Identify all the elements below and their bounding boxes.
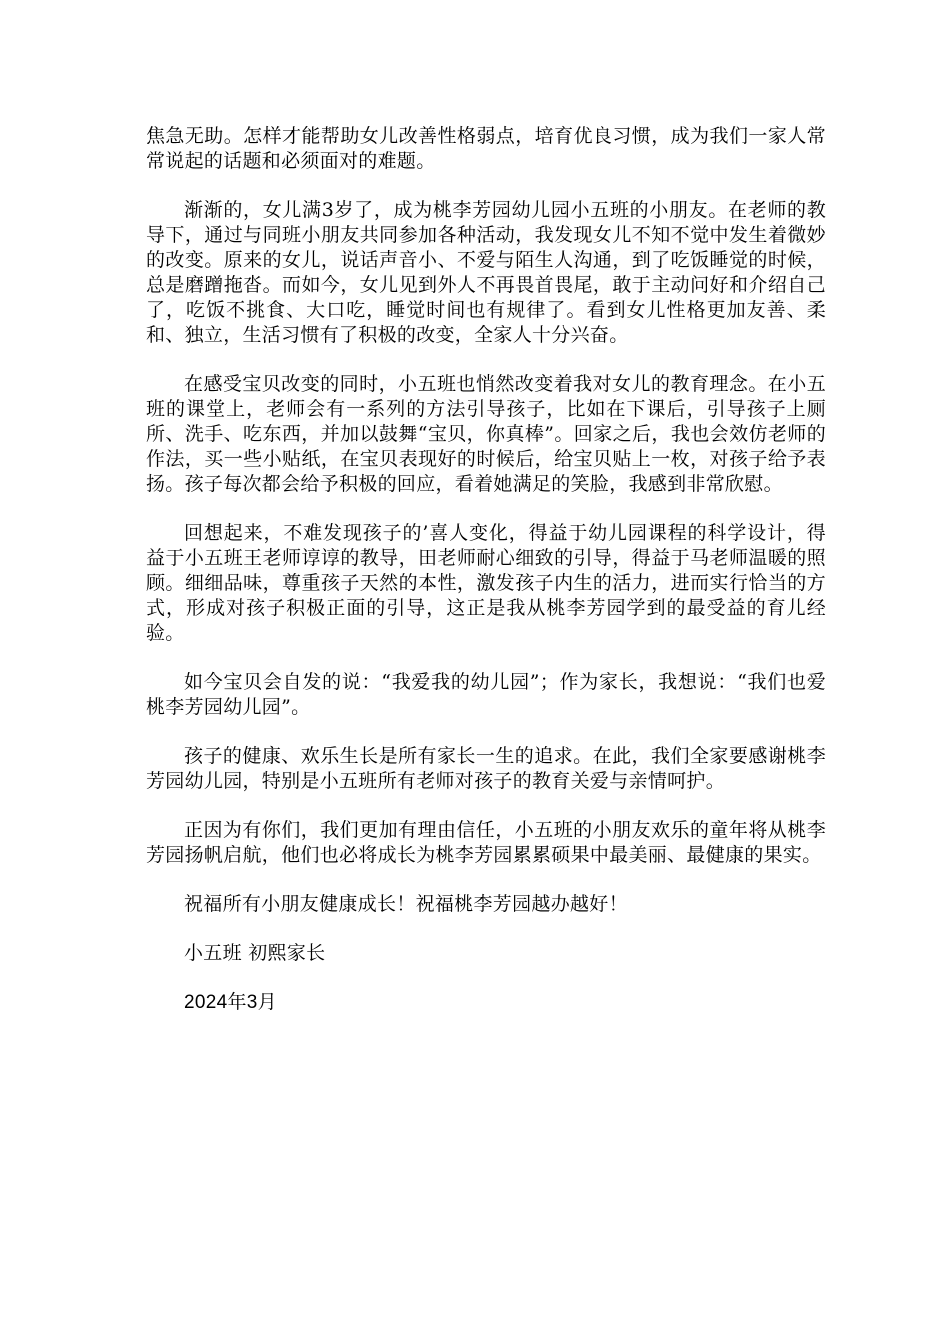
paragraph-3: 在感受宝贝改变的同时，小五班也悄然改变着我对女儿的教育理念。在小五班的课堂上，老师会有一系列的方法引导孩子，比如在下课后，引导孩子上厕所、洗手、吃东西，并加以鼓舞“宝贝，你真棒”。回家之后，我也会效仿老师的作法，买一些小贴纸，在宝贝表现好的时候后，给宝贝贴上一枚，对孩子给予表扬。孩子每次都会给予积极的回应，看着她满足的笑脸，我感到非常欣慰。 bbox=[146, 373, 826, 495]
signature-line: 小五班 初熙家长 bbox=[184, 942, 326, 964]
paragraph-7: 正因为有你们，我们更加有理由信任，小五班的小朋友欢乐的童年将从桃李芳园扬帆启航，他们也必将成长为桃李芳园累累硕果中最美丽、最健康的果实。 bbox=[146, 819, 826, 866]
paragraph-1: 焦急无助。怎样才能帮助女儿改善性格弱点，培育优良习惯，成为我们一家人常常说起的话题和必须面对的难题。 bbox=[146, 125, 826, 172]
blessing-line: 祝福所有小朋友健康成长！祝福桃李芳园越办越好！ bbox=[184, 893, 628, 915]
paragraph-2: 渐渐的，女儿满3岁了，成为桃李芳园幼儿园小五班的小朋友。在老师的教导下，通过与同班小朋友共同参加各种活动，我发现女儿不知不觉中发生着微妙的改变。原来的女儿，说话声音小、不爱与陌生人沟通，到了吃饭睡觉的时候，总是磨蹭拖沓。而如今，女儿见到外人不再畏首畏尾，敢于主动问好和介绍自己了，吃饭不挑食、大口吃，睡觉时间也有规律了。看到女儿性格更加友善、柔和、独立，生活习惯有了积极的改变，全家人十分兴奋。 bbox=[146, 199, 826, 346]
paragraph-5: 如今宝贝会自发的说：“我爱我的幼儿园”；作为家长，我想说：“我们也爱桃李芳园幼儿园”。 bbox=[146, 671, 826, 718]
document-page bbox=[146, 124, 826, 1039]
paragraph-6: 孩子的健康、欢乐生长是所有家长一生的追求。在此，我们全家要感谢桃李芳园幼儿园，特别是小五班所有老师对孩子的教育关爱与亲情呵护。 bbox=[146, 745, 826, 792]
date-line: 2024年3月 bbox=[184, 992, 277, 1013]
paragraph-4: 回想起来，不难发现孩子的’喜人变化，得益于幼儿园课程的科学设计，得益于小五班王老师谆谆的教导，田老师耐心细致的引导，得益于马老师温暖的照顾。细细品味，尊重孩子天然的本性，激发孩子内生的活力，进而实行恰当的方式，形成对孩子积极正面的引导，这正是我从桃李芳园学到的最受益的育儿经验。 bbox=[146, 522, 826, 644]
